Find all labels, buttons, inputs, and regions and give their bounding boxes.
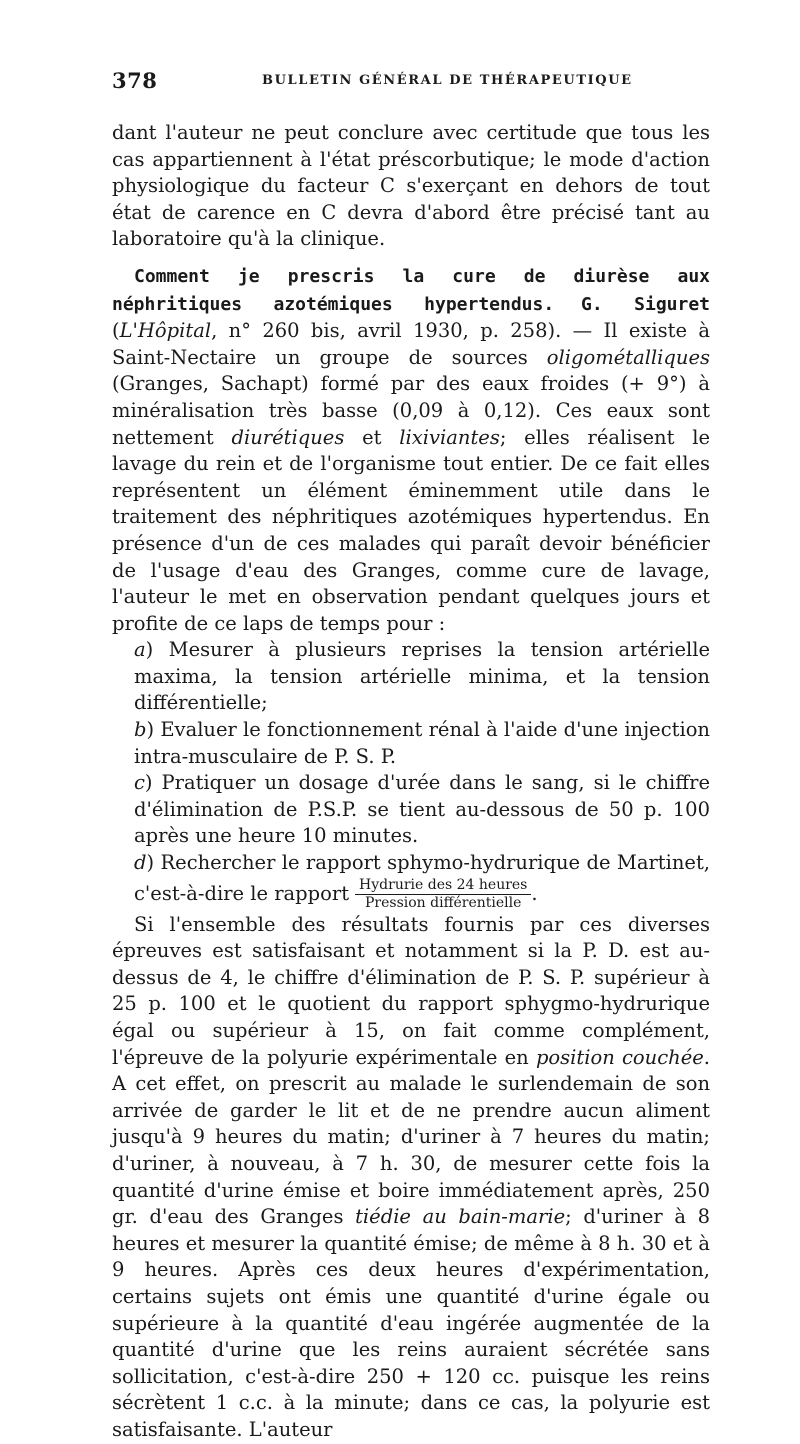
article-title: Comment je prescris la cure de diurèse aux néphritiques azotémiques hypertendus. [112, 265, 710, 315]
list-item-a: a) Mesurer à plusieurs reprises la tension artérielle maxima, la tension artérielle minima, et la tension différentielle; [134, 638, 710, 715]
article-text-a: Il existe à Saint-Nectaire un groupe de sources [112, 319, 711, 369]
item-d-end: . [531, 881, 538, 905]
term-position-couchee: position couchée [535, 1045, 704, 1069]
item-d-text: Rechercher le rapport sphymo-hydrurique de Martinet, c'est-à-dire le rapport [134, 851, 710, 905]
term-lixiviantes: lixiviantes [399, 425, 500, 449]
term-oligometalliques: oligométalliques [546, 345, 710, 369]
running-title: BULLETIN GÉNÉRAL DE THÉRAPEUTIQUE [262, 73, 633, 88]
article-reference: , n° 260 bis, avril 1930, p. 258). — [211, 319, 604, 343]
list-item-d: d) Rechercher le rapport sphymo-hydrurique de Martinet, c'est-à-dire le rapport $\frac{\text{Hydrurie des 24 heures}}{\text{Pression différentielle}}$ . [134, 851, 710, 911]
article-text-c: et [344, 425, 400, 449]
fraction-denominator: Pression différentielle [364, 894, 522, 911]
term-tiedie: tiédie au bain-marie [355, 1205, 566, 1229]
ratio-fraction [355, 877, 531, 912]
results-text-c: ; d'uriner à 8 heures et mesurer la quantité émise; de même à 8 h. 30 et à 9 heures. Après ces deux heures d'expérimentation, certains sujets ont émis une quantité d'urine égale ou supérieure à la quantité d'eau ingérée augmentée de la quantité d'urine que les reins auraient sécrétée sans sollicitation, c'est-à-dire 250 + 120 cc. puisque les reins sécrètent 1 c.c. à la minute; dans ce cas, la polyurie est satisfaisante. L'auteur [112, 1205, 710, 1441]
page-number: 378 [112, 68, 158, 93]
journal-name: L'Hôpital [119, 319, 212, 343]
term-diuretiques: diurétiques [231, 425, 345, 449]
fraction-numerator: Hydrurie des 24 heures [355, 877, 531, 895]
item-a-text: Mesurer à plusieurs reprises la tension artérielle maxima, la tension artérielle minima, et la tension différentielle; [134, 638, 710, 715]
results-text-a: Si l'ensemble des résultats fournis par ces diverses épreuves est satisfaisant et notamment si la P. D. est au-dessus de 4, le chiffre d'élimination de P. S. P. supérieur à 25 p. 100 et le quotient du rapport sphygmo-hydrurique égal ou supérieur à 15, on fait comme complément, l'épreuve de la polyurie expérimentale en [112, 912, 710, 1069]
item-marker-c: c [134, 771, 145, 795]
article-text-b: (Granges, Sachapt) formé par des eaux froides (+ 9°) à minéralisation très basse (0,09 à 0,12). Ces eaux sont nettement [112, 372, 710, 449]
item-c-text: Pratiquer un dosage d'urée dans le sang, si le chiffre d'élimination de P.S.P. se tient au-dessous de 50 p. 100 après une heure 10 minutes. [134, 771, 710, 848]
article-text-d: ; elles réalisent le lavage du rein et de l'organisme tout entier. De ce fait elles représentent un élément éminemment utile dans le traitement des néphritiques azotémiques hypertendus. En présence d'un de ces malades qui paraît devoir bénéficier de l'usage d'eau des Granges, comme cure de lavage, l'auteur le met en observation pendant quelques jours et profite de ce laps de temps pour : [112, 425, 710, 635]
item-b-text: Evaluer le fonctionnement rénal à l'aide d'une injection intra-musculaire de P. S. P. [134, 718, 710, 768]
item-marker-b: b [134, 718, 147, 742]
item-marker-a: a [134, 638, 146, 662]
results-text-b: . A cet effet, on prescrit au malade le surlendemain de son arrivée de garder le lit et de ne prendre aucun aliment jusqu'à 9 heures du matin; d'uriner à 7 heures du matin; d'uriner, à nouveau, à 7 h. 30, de mesurer cette fois la quantité d'urine émise et boire immédiatement après, 250 gr. d'eau des Granges [112, 1045, 710, 1229]
item-marker-d: d [134, 851, 147, 875]
page-header [112, 68, 710, 98]
article-paragraph: Comment je prescris la cure de diurèse aux néphritiques azotémiques hypertendus. G. Siguret (L'Hôpital, n° 260 bis, avril 1930, p. 258). — Il existe à Saint-Nectaire un groupe de sources oligométalliques (Granges, Sachapt) formé par des eaux froides (+ 9°) à minéralisation très basse (0,09 à 0,12). Ces eaux sont nettement diurétiques et lixiviantes; elles réalisent le lavage du rein et de l'organisme tout entier. De ce fait elles représentent un élément éminemment utile dans le traitement des néphritiques azotémiques hypertendus. En présence d'un de ces malades qui paraît devoir bénéficier de l'usage d'eau des Granges, comme cure de lavage, l'auteur le met en observation pendant quelques jours et profite de ce laps de temps pour : [112, 265, 711, 635]
body-text [112, 120, 710, 1444]
list-item-b: b) Evaluer le fonctionnement rénal à l'aide d'une injection intra-musculaire de P. S. P. [134, 718, 710, 768]
article-author: G. Siguret [581, 293, 710, 315]
continuation-paragraph: dant l'auteur ne peut conclure avec certitude que tous les cas appartiennent à l'état préscorbutique; le mode d'action physiologique du facteur C s'exerçant en dehors de tout état de carence en C devra d'abord être précisé tant au laboratoire qu'à la clinique. [112, 121, 710, 251]
results-paragraph [112, 912, 710, 1444]
list-item-c: c) Pratiquer un dosage d'urée dans le sang, si le chiffre d'élimination de P.S.P. se tient au-dessous de 50 p. 100 après une heure 10 minutes. [134, 771, 710, 848]
